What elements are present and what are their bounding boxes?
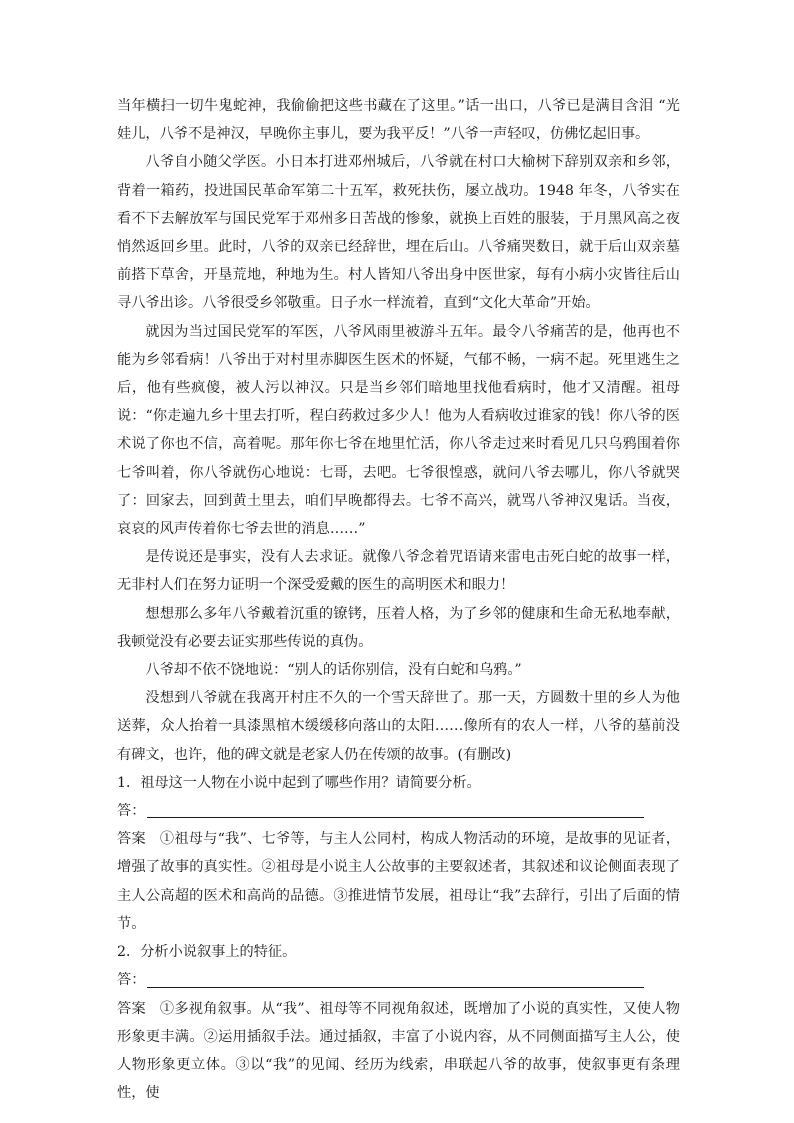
question-1-answer-blank[interactable]: [147, 817, 644, 818]
question-1-answer-label: 答案: [117, 831, 146, 848]
question-1-answer-prefix: 答：: [117, 803, 146, 820]
question-1-answer: [117, 825, 680, 938]
question-1-answer-line: [117, 797, 680, 825]
story-paragraph-5: 想想那么多年八爷戴着沉重的镣铐，压着人格，为了乡邻的健康和生命无私地奉献，我顿觉没有必要去证实那些传说的真伪。: [117, 605, 680, 650]
question-2-answer-blank[interactable]: [147, 987, 644, 988]
question-2-answer-prefix: 答：: [117, 972, 146, 989]
question-2-answer-label: 答案: [117, 1000, 146, 1017]
question-2-answer-text: ①多视角叙事。从“我”、祖母等不同视角叙述，既增加了小说的真实性，又使人物形象更丰满。②运用插叙手法。通过插叙，丰富了小说内容，从不同侧面描写主人公，使人物形象更立体。③以“我”的见闻、经历为线索，串联起八爷的故事，使叙事更有条理性，使: [117, 1000, 680, 1102]
story-paragraph-2: 八爷自小随父学医。小日本打进邓州城后，八爷就在村口大榆树下辞别双亲和乡邻，背着一箱药，投进国民革命军第二十五军，救死扶伤，屡立战功。1948 年冬，八爷实在看不下去解放军与国民党军于邓州多日苦战的惨象，就换上百姓的服装，于月黑风高之夜悄然返回乡里。此时，八爷的双亲已经辞世，埋在后山。八爷痛哭数日，就于后山双亲墓前搭下草舍，开垦荒地，种地为生。村人皆知八爷出身中医世家，每有小病小灾皆往后山寻八爷出诊。八爷很受乡邻敬重。日子水一样流着，直到“文化大革命”开始。: [117, 154, 680, 312]
story-paragraph-1: 当年横扫一切牛鬼蛇神，我偷偷把这些书藏在了这里。”话一出口，八爷已是满目含泪 “光娃儿，八爷不是神汉，早晚你主事儿，要为我平反！”八爷一声轻叹，仿佛忆起旧事。: [117, 98, 680, 143]
story-paragraph-6: 八爷却不依不饶地说：“别人的话你别信，没有白蛇和乌鸦。”: [145, 662, 522, 679]
question-1-prompt: 1．祖母这一人物在小说中起到了哪些作用？请简要分析。: [117, 774, 481, 791]
question-2-answer-line: [117, 966, 680, 994]
question-1-answer-text: ①祖母与“我”、七爷等，与主人公同村，构成人物活动的环境，是故事的见证者，增强了故事的真实性。②祖母是小说主人公故事的主要叙述者，其叙述和议论侧面表现了主人公高超的医术和高尚的品德。③推进情节发展，祖母让“我”去辞行，引出了后面的情节。: [117, 831, 680, 932]
story-paragraph-4: 是传说还是事实，没有人去求证。就像八爷念着咒语请来雷电击死白蛇的故事一样，无非村人们在努力证明一个深受爱戴的医生的高明医术和眼力！: [117, 549, 680, 594]
question-2-answer: [117, 995, 680, 1108]
story-paragraph-7: 没想到八爷就在我离开村庄不久的一个雪天辞世了。那一天，方圆数十里的乡人为他送葬，众人抬着一具漆黑棺木缓缓移向落山的太阳……像所有的农人一样，八爷的墓前没有碑文，也许，他的碑文就是老家人仍在传颂的故事。(有删改): [117, 690, 680, 763]
question-2-prompt: 2．分析小说叙事上的特征。: [117, 944, 297, 961]
story-body: [117, 92, 680, 1107]
story-paragraph-3: 就因为当过国民党军的军医，八爷风雨里被游斗五年。最令八爷痛苦的是，他再也不能为乡邻看病！八爷出于对村里赤脚医生医术的怀疑，气郁不畅，一病不起。死里逃生之后，他有些疯傻，被人污以神汉。只是当乡邻们暗地里找他看病时，他才又清醒。祖母说：“你走遍九乡十里去打听，程白药救过多少人！他为人看病收过谁家的钱！你八爷的医术说了你也不信，高着呢。那年你七爷在地里忙活，你八爷走过来时看见几只乌鸦围着你七爷叫着，你八爷就伤心地说：七哥，去吧。七爷很惶惑，就问八爷去哪儿，你八爷就哭了：回家去，回到黄土里去，咱们早晚都得去。七爷不高兴，就骂八爷神汉鬼话。当夜，哀哀的风声传着你七爷去世的消息……”: [117, 323, 680, 538]
